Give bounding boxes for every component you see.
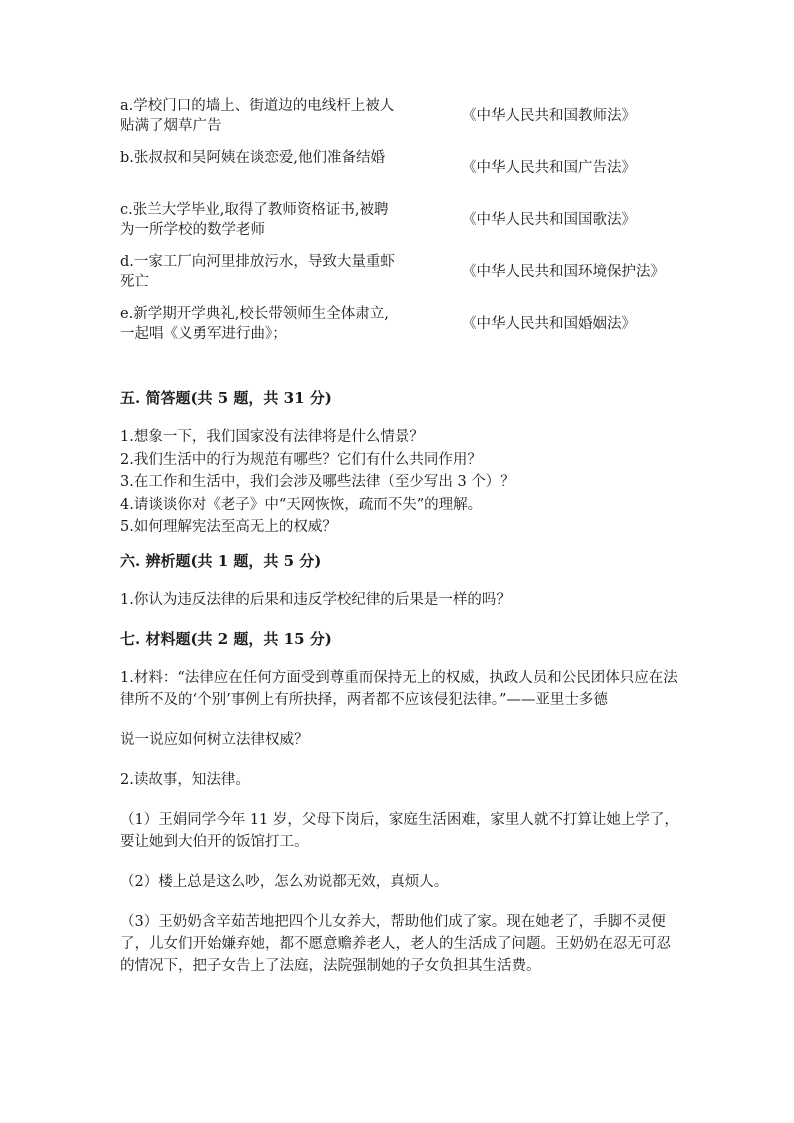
matching-law: 《中华人民共和国环境保护法》 [462,264,665,280]
matching-scenario: a.学校门口的墙上、街道边的电线杆上被人贴满了烟草广告 [120,98,395,134]
matching-scenario: b.张叔叔和吴阿姨在谈恋爱,他们准备结婚 [120,150,385,166]
matching-law: 《中华人民共和国教师法》 [462,108,636,124]
matching-law: 《中华人民共和国婚姻法》 [462,316,636,332]
question-item: 1.想象一下，我们国家没有法律将是什么情景？ [120,429,424,445]
question-item: 2.我们生活中的行为规范有哪些？它们有什么共同作用？ [120,451,482,468]
matching-law: 《中华人民共和国国歌法》 [462,212,636,228]
question-item: 1.你认为违反法律的后果和违反学校纪律的后果是一样的吗？ [120,592,511,608]
story-paragraph: （2）楼上总是这么吵，怎么劝说都无效，真烦人。 [120,874,449,890]
question-item: 4.请谈谈你对《老子》中“天网恢恢，疏而不失”的理解。 [120,496,483,513]
matching-scenario: c.张兰大学毕业,取得了教师资格证书,被聘为一所学校的数学老师 [120,202,389,238]
question-list [120,589,680,612]
matching-row [120,148,720,200]
section-title: 六. 辨析题(共 1 题，共 5 分) [120,552,322,570]
section-short-answer [120,388,680,539]
matching-row [120,96,720,148]
story-paragraph: （1）王娟同学今年 11 岁，父母下岗后，家庭生活困难，家里人就不打算让她上学了，要让她到大伯开的饭馆打工。 [120,812,679,850]
matching-row [120,304,720,356]
material-quote: 1.材料：“法律应在任何方面受到尊重而保持无上的权威，执政人员和公民团体只应在法律所不及的‘个别’事例上有所抉择，两者都不应该侵犯法律。”——亚里士多德 [120,670,678,708]
section-analysis [120,551,680,612]
story-paragraph: （3）王奶奶含辛茹苦地把四个儿女养大，帮助他们成了家。现在她老了，手脚不灵便了，儿女们开始嫌弃她，都不愿意赡养老人，老人的生活成了问题。王奶奶在忍无可忍的情况下，把子女告上了法庭，法院强制她的子女负担其生活费。 [120,914,671,974]
matching-table [120,96,720,356]
matching-scenario: e.新学期开学典礼,校长带领师生全体肃立,一起唱《义勇军进行曲》； [120,306,389,342]
matching-row [120,252,720,304]
section-title: 七. 材料题(共 2 题，共 15 分) [120,630,332,648]
section-title: 五. 简答题(共 5 题，共 31 分) [120,389,332,407]
material-prompt: 说一说应如何树立法律权威？ [120,732,309,748]
question-list [120,426,680,539]
matching-row [120,200,720,252]
matching-scenario: d.一家工厂向河里排放污水，导致大量重虾死亡 [120,254,395,290]
question-item: 5.如何理解宪法至高无上的权威？ [120,519,337,535]
question-title: 2.读故事，知法律。 [120,772,250,788]
matching-law: 《中华人民共和国广告法》 [462,160,636,176]
section-material [120,629,680,977]
question-item: 3.在工作和生活中，我们会涉及哪些法律（至少写出 3 个）？ [120,474,515,490]
